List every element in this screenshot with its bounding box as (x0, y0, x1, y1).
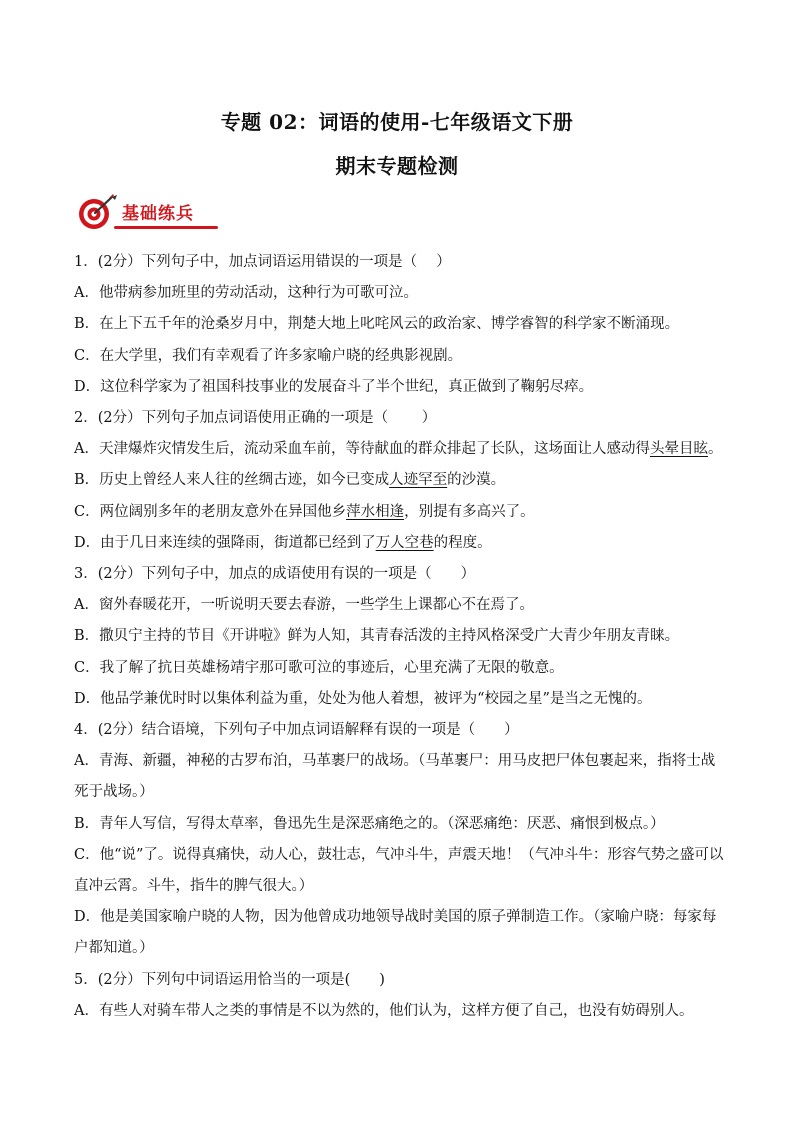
question-stem: 1．(2分）下列句子中，加点词语运用错误的一项是（ ） (74, 254, 451, 270)
question-option: C．在大学里，我们有幸观看了许多家喻户晓的经典影视剧。 (74, 347, 463, 364)
question-option: A．窗外春暖花开，一听说明天要去春游，一些学生上课都心不在焉了。 (74, 597, 534, 614)
question-list (74, 247, 726, 1027)
underlined-phrase: 万人空巷 (375, 534, 434, 551)
question-stem: 5．(2分）下列句中词语运用恰当的一项是( ) (74, 971, 385, 988)
question-stem: 3．(2分）下列句子中，加点的成语使用有误的一项是（ ） (74, 566, 476, 583)
question-option: C．两位阔别多年的老朋友意外在异国他乡萍水相逢，别提有多高兴了。 (74, 503, 535, 520)
question-option: D．他是美国家喻户晓的人物，因为他曾成功地领导战时美国的原子弹制造工作。（家喻户晓：每家每户都知道。） (74, 909, 717, 957)
question-option: A．他带病参加班里的劳动活动，这种行为可歌可泣。 (74, 285, 418, 302)
question-option: C．我了解了抗日英雄杨靖宇那可歌可泣的事迹后，心里充满了无限的敬意。 (74, 659, 564, 676)
underlined-phrase: 头晕目眩 (649, 441, 708, 458)
section-badge-underline (114, 226, 218, 229)
question-option: D．他品学兼优时时以集体利益为重，处处为他人着想，被评为“校园之星”是当之无愧的。 (74, 690, 652, 707)
page-title: 专题 02：词语的使用-七年级语文下册 (220, 110, 574, 134)
question-option: D．这位科学家为了祖国科技事业的发展奋斗了半个世纪，真正做到了鞠躬尽瘁。 (74, 378, 594, 395)
question-option: B．青年人写信，写得太草率，鲁迅先生是深恶痛绝之的。（深恶痛绝：厌恶、痛恨到极点。） (74, 815, 665, 832)
question-option: B．撒贝宁主持的节目《开讲啦》鲜为人知，其青春活泼的主持风格深受广大青少年朋友青睐。 (74, 628, 680, 645)
question-option: A．天津爆炸灾情发生后，流动采血车前，等待献血的群众排起了长队，这场面让人感动得头晕目眩。 (74, 441, 723, 458)
question-option: C．他“说”了。说得真痛快，动人心，鼓壮志，气冲斗牛，声震天地！（气冲斗牛：形容气势之盛可以直冲云霄。斗牛，指牛的脾气很大。） (74, 846, 724, 895)
question-option: A．青海、新疆，神秘的古罗布泊，马革裹尸的战场。（马革裹尸：用马皮把尸体包裹起来，指将士战死于战场。） (74, 753, 716, 801)
question-stem: 2．(2分）下列句子加点词语使用正确的一项是（ ） (74, 410, 437, 427)
question-option: B．历史上曾经人来人往的丝绸古迹，如今已变成人迹罕至的沙漠。 (74, 472, 506, 489)
question-option: D．由于几日来连续的强降雨，街道都已经到了万人空巷的程度。 (74, 534, 492, 551)
section-badge (76, 193, 226, 233)
question-option: A．有些人对骑车带人之类的事情是不以为然的，他们认为，这样方便了自己，也没有妨碍别人。 (74, 1002, 694, 1019)
question-option: B．在上下五千年的沧桑岁月中，荆楚大地上叱咤风云的政治家、博学睿智的科学家不断涌现。 (74, 316, 680, 333)
page-subtitle: 期末专题检测 (335, 154, 459, 178)
question-stem: 4．(2分）结合语境，下列句子中加点词语解释有误的一项是（ ） (74, 722, 519, 739)
section-badge-label: 基础练兵 (122, 204, 194, 224)
underlined-phrase: 萍水相逢 (346, 503, 405, 520)
underlined-phrase: 人迹罕至 (389, 472, 448, 489)
